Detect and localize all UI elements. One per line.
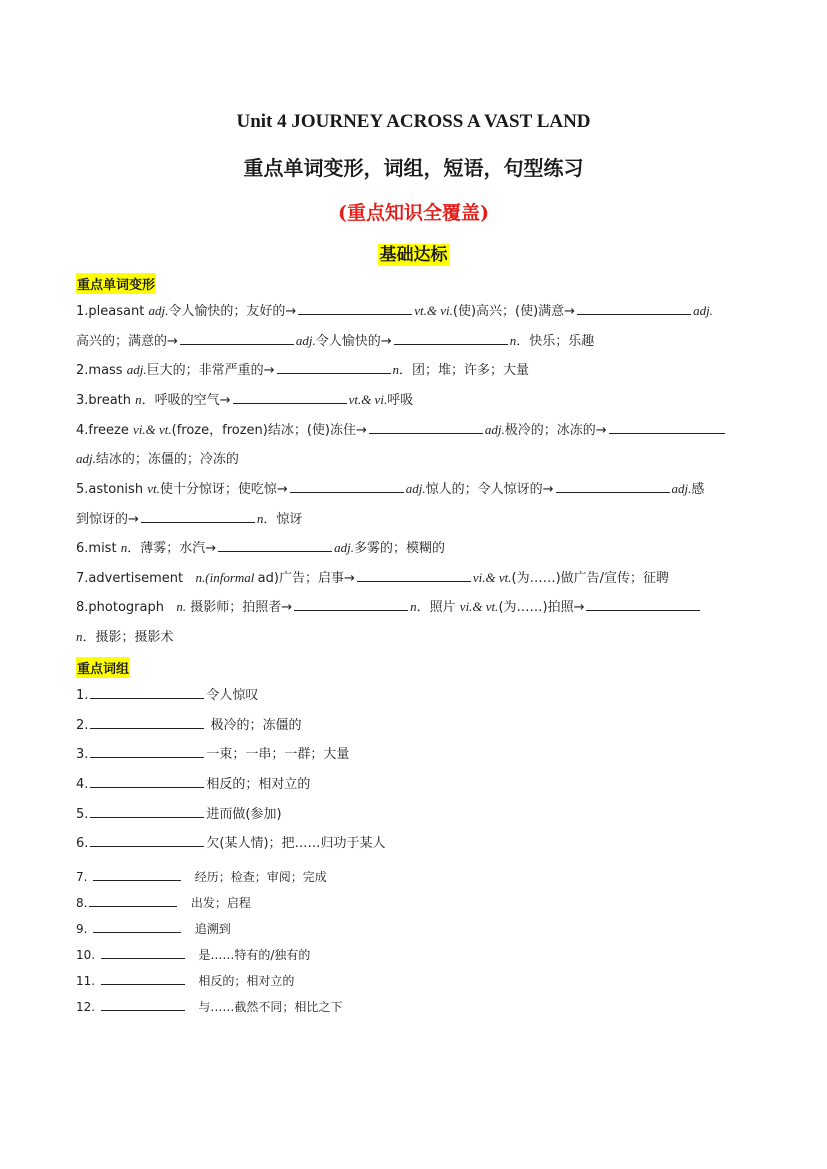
word-item-6: 6.mist n．薄雾；水汽→ adj.多雾的；模糊的 bbox=[76, 540, 445, 556]
answer-blank[interactable] bbox=[90, 833, 204, 847]
phrase-item: 3. 一束；一串；一群；大量 bbox=[76, 743, 349, 762]
phrase-item: 7. 经历；检查；审阅；完成 bbox=[76, 867, 327, 885]
answer-blank[interactable] bbox=[101, 945, 185, 959]
unit-title: Unit 4 JOURNEY ACROSS A VAST LAND bbox=[236, 111, 591, 132]
answer-blank[interactable] bbox=[277, 360, 391, 374]
phrase-item: 2. 极冷的；冻僵的 bbox=[76, 714, 302, 733]
section-title-phrases: 重点词组 bbox=[76, 657, 130, 678]
answer-blank[interactable] bbox=[294, 597, 408, 611]
phrase-item: 10. 是……特有的/独有的 bbox=[76, 945, 310, 963]
answer-blank[interactable] bbox=[298, 301, 412, 315]
answer-blank[interactable] bbox=[357, 568, 471, 582]
word-item-8: 8.photograph n. 摄影师；拍照者→ n．照片 vi.& vt.(为……)拍照→ bbox=[76, 596, 702, 615]
section-title-words: 重点单词变形 bbox=[76, 273, 156, 294]
page-subtitle: (重点知识全覆盖) bbox=[338, 202, 489, 224]
answer-blank[interactable] bbox=[369, 420, 483, 434]
answer-blank[interactable] bbox=[290, 479, 404, 493]
word-item-3: 3.breath n．呼吸的空气→ vt.& vi.呼吸 bbox=[76, 392, 414, 408]
word-item-5-cont: 到惊讶的→ n．惊讶 bbox=[76, 511, 303, 527]
answer-blank[interactable] bbox=[586, 597, 700, 611]
answer-blank[interactable] bbox=[90, 685, 204, 699]
word-item-7: 7.advertisement n.(informal ad)广告；启事→ vi.& vt.(为……)做广告/宣传；征聘 bbox=[76, 570, 670, 586]
phrase-item: 11. 相反的；相对立的 bbox=[76, 971, 294, 989]
word-item-8-cont: n．摄影；摄影术 bbox=[76, 629, 174, 645]
answer-blank[interactable] bbox=[101, 997, 185, 1011]
word-item-4: 4.freeze vi.& vt.(froze，frozen)结冰；(使)冻住→ adj.极冷的；冰冻的→ bbox=[76, 419, 727, 438]
phrase-item: 5. 进而做(参加) bbox=[76, 803, 282, 822]
word-item-2: 2.mass adj.巨大的；非常严重的→ n．团；堆；许多；大量 bbox=[76, 362, 530, 378]
word-item-4-cont: adj.结冰的；冻僵的；冷冻的 bbox=[76, 451, 239, 467]
page-title: 重点单词变形，词组，短语，句型练习 bbox=[243, 156, 584, 180]
phrase-item: 4. 相反的；相对立的 bbox=[76, 773, 310, 792]
phrase-item: 6. 欠(某人情)；把……归功于某人 bbox=[76, 832, 386, 851]
answer-blank[interactable] bbox=[394, 331, 508, 345]
phrase-item: 12. 与……截然不同；相比之下 bbox=[76, 997, 342, 1015]
answer-blank[interactable] bbox=[233, 390, 347, 404]
phrase-item: 8. 出发；启程 bbox=[76, 893, 251, 911]
answer-blank[interactable] bbox=[90, 744, 204, 758]
answer-blank[interactable] bbox=[609, 420, 725, 434]
level-label: 基础达标 bbox=[379, 245, 448, 265]
answer-blank[interactable] bbox=[180, 331, 294, 345]
word-item-1: 1.pleasant adj.令人愉快的；友好的→ vt.& vi.(使)高兴；(使)满意→ adj. bbox=[76, 303, 713, 319]
answer-blank[interactable] bbox=[89, 893, 177, 907]
answer-blank[interactable] bbox=[93, 867, 181, 881]
word-item-1-cont: 高兴的；满意的→ adj.令人愉快的→ n．快乐；乐趣 bbox=[76, 333, 595, 349]
answer-blank[interactable] bbox=[90, 774, 204, 788]
answer-blank[interactable] bbox=[141, 509, 255, 523]
answer-blank[interactable] bbox=[218, 538, 332, 552]
answer-blank[interactable] bbox=[90, 715, 204, 729]
level-heading bbox=[0, 240, 827, 265]
answer-blank[interactable] bbox=[93, 919, 181, 933]
phrase-item: 1. 令人惊叹 bbox=[76, 684, 258, 703]
word-item-5: 5.astonish vt.使十分惊讶；使吃惊→ adj.惊人的；令人惊讶的→ adj.感 bbox=[76, 481, 705, 497]
answer-blank[interactable] bbox=[90, 804, 204, 818]
answer-blank[interactable] bbox=[101, 971, 185, 985]
phrase-item: 9. 追溯到 bbox=[76, 919, 231, 937]
answer-blank[interactable] bbox=[577, 301, 691, 315]
answer-blank[interactable] bbox=[556, 479, 670, 493]
